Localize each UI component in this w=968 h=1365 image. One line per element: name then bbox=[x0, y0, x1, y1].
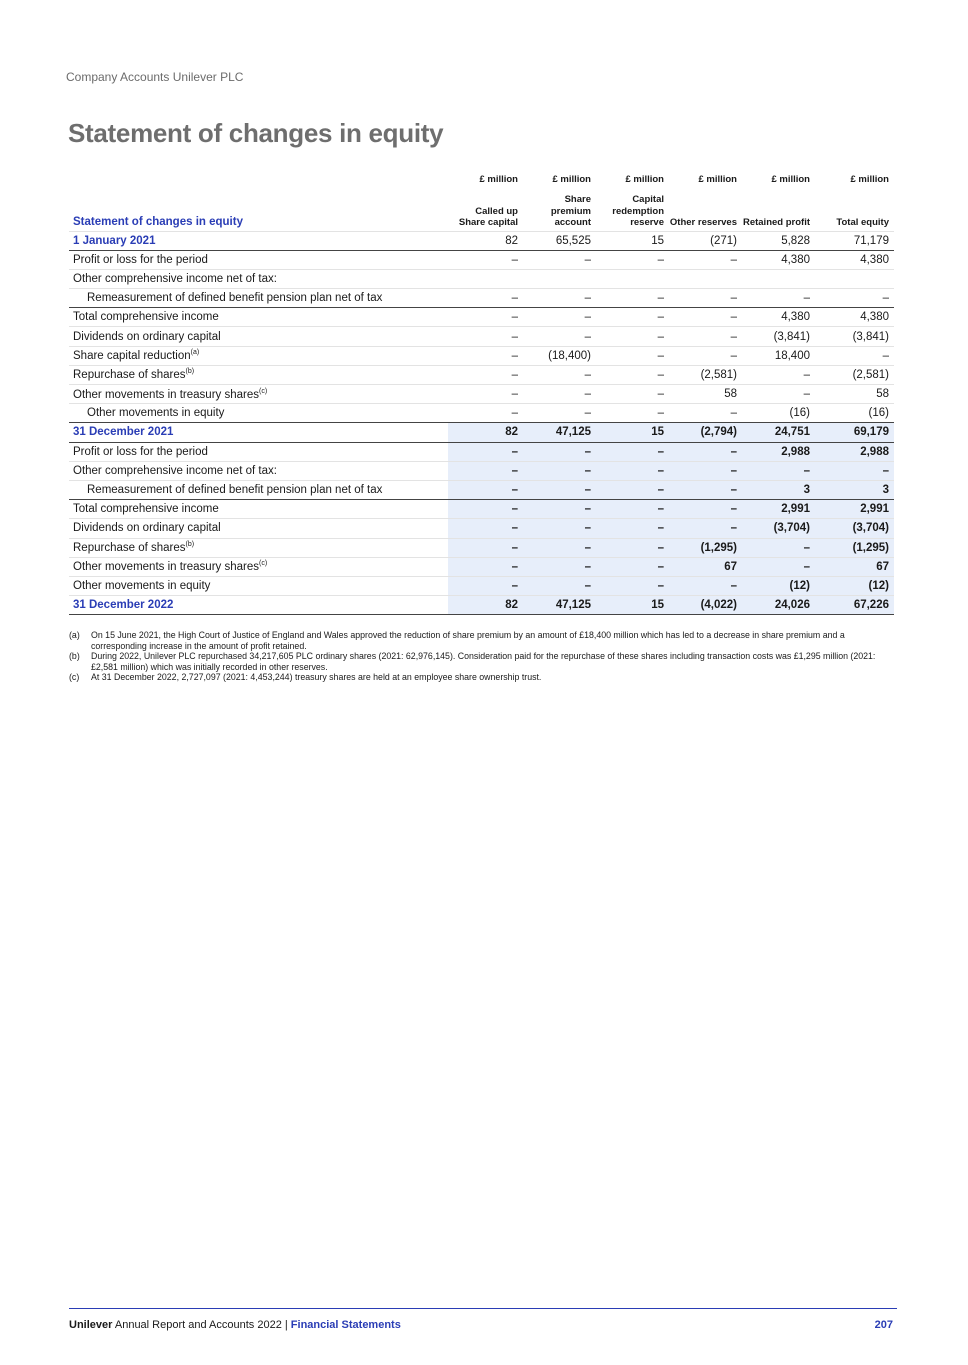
cell-value: – bbox=[596, 289, 669, 308]
cell-value: 82 bbox=[448, 423, 523, 442]
cell-value: 24,026 bbox=[742, 596, 815, 615]
row-label: Other movements in equity bbox=[69, 576, 448, 595]
cell-value: – bbox=[742, 365, 815, 384]
table-row bbox=[69, 308, 894, 327]
row-label: Profit or loss for the period bbox=[69, 250, 448, 269]
column-header-row bbox=[69, 194, 894, 231]
table-row bbox=[69, 404, 894, 423]
cell-value: – bbox=[448, 442, 523, 461]
cell-value: – bbox=[523, 250, 596, 269]
running-header: Company Accounts Unilever PLC bbox=[66, 70, 244, 84]
cell-value: – bbox=[669, 442, 742, 461]
cell-value: 47,125 bbox=[523, 596, 596, 615]
cell-value: – bbox=[596, 404, 669, 423]
column-header: Share premium account bbox=[523, 194, 596, 231]
cell-value: – bbox=[523, 442, 596, 461]
cell-value: – bbox=[669, 250, 742, 269]
cell-value: (12) bbox=[815, 576, 894, 595]
cell-value: – bbox=[596, 480, 669, 499]
column-header: Total equity bbox=[815, 194, 894, 231]
page-title: Statement of changes in equity bbox=[68, 118, 444, 148]
cell-value: 4,380 bbox=[742, 308, 815, 327]
cell-value: 69,179 bbox=[815, 423, 894, 442]
cell-value: – bbox=[742, 385, 815, 404]
table-row bbox=[69, 423, 894, 442]
footnote-ref: (c) bbox=[259, 387, 268, 395]
cell-value: 2,988 bbox=[815, 442, 894, 461]
cell-value: (3,841) bbox=[742, 327, 815, 346]
cell-value: 58 bbox=[815, 385, 894, 404]
cell-value: (2,581) bbox=[669, 365, 742, 384]
table-row bbox=[69, 596, 894, 615]
cell-value: – bbox=[448, 480, 523, 499]
row-label: Repurchase of shares$^{(b)}$ bbox=[69, 538, 448, 557]
cell-value: 24,751 bbox=[742, 423, 815, 442]
cell-value: – bbox=[523, 327, 596, 346]
table-row bbox=[69, 231, 894, 250]
cell-value: (16) bbox=[815, 404, 894, 423]
cell-value: – bbox=[523, 461, 596, 480]
table-label-header: Statement of changes in equity bbox=[69, 194, 448, 231]
cell-value: 3 bbox=[815, 480, 894, 499]
row-label: Remeasurement of defined benefit pension plan net of tax bbox=[69, 480, 448, 499]
cell-value: (4,022) bbox=[669, 596, 742, 615]
cell-value: 65,525 bbox=[523, 231, 596, 250]
cell-value bbox=[596, 269, 669, 288]
cell-value: – bbox=[669, 480, 742, 499]
footer-brand: Unilever bbox=[69, 1319, 113, 1331]
table-row bbox=[69, 461, 894, 480]
cell-value: – bbox=[596, 519, 669, 538]
cell-value: – bbox=[669, 308, 742, 327]
cell-value: – bbox=[815, 289, 894, 308]
row-label: Other comprehensive income net of tax: bbox=[69, 269, 448, 288]
table-row bbox=[69, 327, 894, 346]
unit-label: £ million bbox=[552, 174, 591, 185]
row-label: Other movements in treasury shares$^{(c)}$ bbox=[69, 557, 448, 576]
cell-value: – bbox=[523, 308, 596, 327]
cell-value: – bbox=[596, 538, 669, 557]
page-footer bbox=[69, 1308, 897, 1331]
table-row bbox=[69, 365, 894, 384]
row-label: 31 December 2021 bbox=[69, 423, 448, 442]
cell-value: (12) bbox=[742, 576, 815, 595]
cell-value: 47,125 bbox=[523, 423, 596, 442]
row-label: Other comprehensive income net of tax: bbox=[69, 461, 448, 480]
cell-value: – bbox=[448, 385, 523, 404]
row-label: 1 January 2021 bbox=[69, 231, 448, 250]
cell-value: – bbox=[742, 289, 815, 308]
cell-value bbox=[523, 269, 596, 288]
cell-value: 71,179 bbox=[815, 231, 894, 250]
cell-value: – bbox=[523, 385, 596, 404]
cell-value: (1,295) bbox=[669, 538, 742, 557]
cell-value: (3,704) bbox=[742, 519, 815, 538]
cell-value: – bbox=[742, 538, 815, 557]
cell-value: 58 bbox=[669, 385, 742, 404]
cell-value: – bbox=[596, 365, 669, 384]
table-row bbox=[69, 576, 894, 595]
row-label: 31 December 2022 bbox=[69, 596, 448, 615]
cell-value: – bbox=[596, 250, 669, 269]
column-header: Other reserves bbox=[669, 194, 742, 231]
cell-value: 4,380 bbox=[815, 250, 894, 269]
unit-label: £ million bbox=[698, 174, 737, 185]
cell-value: – bbox=[448, 327, 523, 346]
row-label: Other movements in equity bbox=[69, 404, 448, 423]
cell-value: (18,400) bbox=[523, 346, 596, 365]
cell-value: – bbox=[448, 250, 523, 269]
cell-value: – bbox=[448, 308, 523, 327]
footnote: (b) During 2022, Unilever PLC repurchased 34,217,605 PLC ordinary shares (2021: 62,976,145). Consideration paid for the repurchase of these shares including transaction costs was £1,295 million (2021: £2,581 million) which was initially recorded in other reserves. bbox=[69, 651, 876, 672]
footnote-ref: (a) bbox=[190, 349, 200, 357]
footer-report: Annual Report and Accounts 2022 | bbox=[112, 1319, 291, 1331]
cell-value: – bbox=[448, 557, 523, 576]
column-header: Called up Share capital bbox=[448, 194, 523, 231]
row-label: Profit or loss for the period bbox=[69, 442, 448, 461]
cell-value bbox=[815, 269, 894, 288]
table-row bbox=[69, 557, 894, 576]
unit-label: £ million bbox=[625, 174, 664, 185]
cell-value: – bbox=[523, 576, 596, 595]
cell-value: – bbox=[596, 308, 669, 327]
cell-value: 2,991 bbox=[815, 500, 894, 519]
cell-value: – bbox=[596, 576, 669, 595]
footer-section-link[interactable]: Financial Statements bbox=[290, 1319, 401, 1331]
cell-value: – bbox=[742, 557, 815, 576]
cell-value: 67,226 bbox=[815, 596, 894, 615]
row-label: Total comprehensive income bbox=[69, 500, 448, 519]
cell-value: – bbox=[523, 500, 596, 519]
cell-value: 82 bbox=[448, 231, 523, 250]
footnote: (a) On 15 June 2021, the High Court of Justice of England and Wales approved the reduction of share premium by an amount of £18,400 million which has led to a decrease in share premium and a corresponding increase in the amount of profit retained. bbox=[69, 630, 845, 651]
cell-value: – bbox=[669, 346, 742, 365]
cell-value: (2,581) bbox=[815, 365, 894, 384]
cell-value: 15 bbox=[596, 231, 669, 250]
row-label: Dividends on ordinary capital bbox=[69, 519, 448, 538]
table-row bbox=[69, 442, 894, 461]
table-row bbox=[69, 250, 894, 269]
cell-value: (3,841) bbox=[815, 327, 894, 346]
row-label: Total comprehensive income bbox=[69, 308, 448, 327]
cell-value: 82 bbox=[448, 596, 523, 615]
cell-value: – bbox=[448, 365, 523, 384]
footnote: (c) At 31 December 2022, 2,727,097 (2021: 4,453,244) treasury shares are held at an employee share ownership trust. bbox=[69, 672, 542, 683]
cell-value: 5,828 bbox=[742, 231, 815, 250]
cell-value: (3,704) bbox=[815, 519, 894, 538]
cell-value: – bbox=[448, 576, 523, 595]
column-header: Retained profit bbox=[742, 194, 815, 231]
cell-value: – bbox=[596, 442, 669, 461]
cell-value: – bbox=[448, 538, 523, 557]
cell-value: 15 bbox=[596, 596, 669, 615]
unit-row bbox=[69, 172, 894, 194]
cell-value: – bbox=[523, 365, 596, 384]
cell-value: – bbox=[742, 461, 815, 480]
row-label: Share capital reduction$^{(a)}$ bbox=[69, 346, 448, 365]
row-label: Remeasurement of defined benefit pension plan net of tax bbox=[69, 289, 448, 308]
cell-value: – bbox=[669, 519, 742, 538]
cell-value bbox=[742, 269, 815, 288]
row-label: Other movements in treasury shares$^{(c)}$ bbox=[69, 385, 448, 404]
cell-value: – bbox=[523, 480, 596, 499]
row-label: Dividends on ordinary capital bbox=[69, 327, 448, 346]
row-label: Repurchase of shares$^{(b)}$ bbox=[69, 365, 448, 384]
cell-value: 2,988 bbox=[742, 442, 815, 461]
cell-value: – bbox=[669, 289, 742, 308]
cell-value: – bbox=[596, 385, 669, 404]
table-row bbox=[69, 480, 894, 499]
cell-value: 18,400 bbox=[742, 346, 815, 365]
cell-value: – bbox=[523, 404, 596, 423]
table-row bbox=[69, 289, 894, 308]
cell-value: 67 bbox=[669, 557, 742, 576]
table-row bbox=[69, 346, 894, 365]
table-row bbox=[69, 269, 894, 288]
cell-value: – bbox=[669, 461, 742, 480]
unit-label: £ million bbox=[479, 174, 518, 185]
cell-value: 4,380 bbox=[815, 308, 894, 327]
cell-value: – bbox=[523, 538, 596, 557]
cell-value: (2,794) bbox=[669, 423, 742, 442]
cell-value: – bbox=[523, 519, 596, 538]
cell-value: 3 bbox=[742, 480, 815, 499]
cell-value: – bbox=[448, 346, 523, 365]
table-row bbox=[69, 538, 894, 557]
cell-value: (271) bbox=[669, 231, 742, 250]
cell-value bbox=[669, 269, 742, 288]
cell-value: – bbox=[669, 500, 742, 519]
cell-value: – bbox=[815, 346, 894, 365]
footnote-ref: (c) bbox=[259, 560, 268, 568]
cell-value: – bbox=[815, 461, 894, 480]
cell-value: – bbox=[448, 500, 523, 519]
cell-value: – bbox=[448, 404, 523, 423]
column-header: Capital redemption reserve bbox=[596, 194, 669, 231]
cell-value: 15 bbox=[596, 423, 669, 442]
cell-value: – bbox=[669, 327, 742, 346]
page-number: 207 bbox=[874, 1319, 893, 1331]
table-row bbox=[69, 500, 894, 519]
table-row bbox=[69, 385, 894, 404]
cell-value: – bbox=[669, 576, 742, 595]
cell-value: – bbox=[523, 289, 596, 308]
cell-value: (1,295) bbox=[815, 538, 894, 557]
cell-value: 2,991 bbox=[742, 500, 815, 519]
unit-label: £ million bbox=[771, 174, 810, 185]
footnote-ref: (b) bbox=[185, 368, 195, 376]
footnote-ref: (b) bbox=[185, 541, 195, 549]
cell-value bbox=[448, 269, 523, 288]
cell-value: – bbox=[448, 519, 523, 538]
table-row bbox=[69, 519, 894, 538]
cell-value: – bbox=[669, 404, 742, 423]
unit-label: £ million bbox=[850, 174, 889, 185]
cell-value: – bbox=[596, 500, 669, 519]
cell-value: 4,380 bbox=[742, 250, 815, 269]
cell-value: – bbox=[596, 346, 669, 365]
cell-value: – bbox=[596, 461, 669, 480]
cell-value: 67 bbox=[815, 557, 894, 576]
cell-value: – bbox=[596, 557, 669, 576]
cell-value: – bbox=[448, 289, 523, 308]
equity-table bbox=[69, 172, 894, 615]
cell-value: – bbox=[596, 327, 669, 346]
footnotes bbox=[69, 630, 899, 683]
cell-value: (16) bbox=[742, 404, 815, 423]
cell-value: – bbox=[523, 557, 596, 576]
cell-value: – bbox=[448, 461, 523, 480]
